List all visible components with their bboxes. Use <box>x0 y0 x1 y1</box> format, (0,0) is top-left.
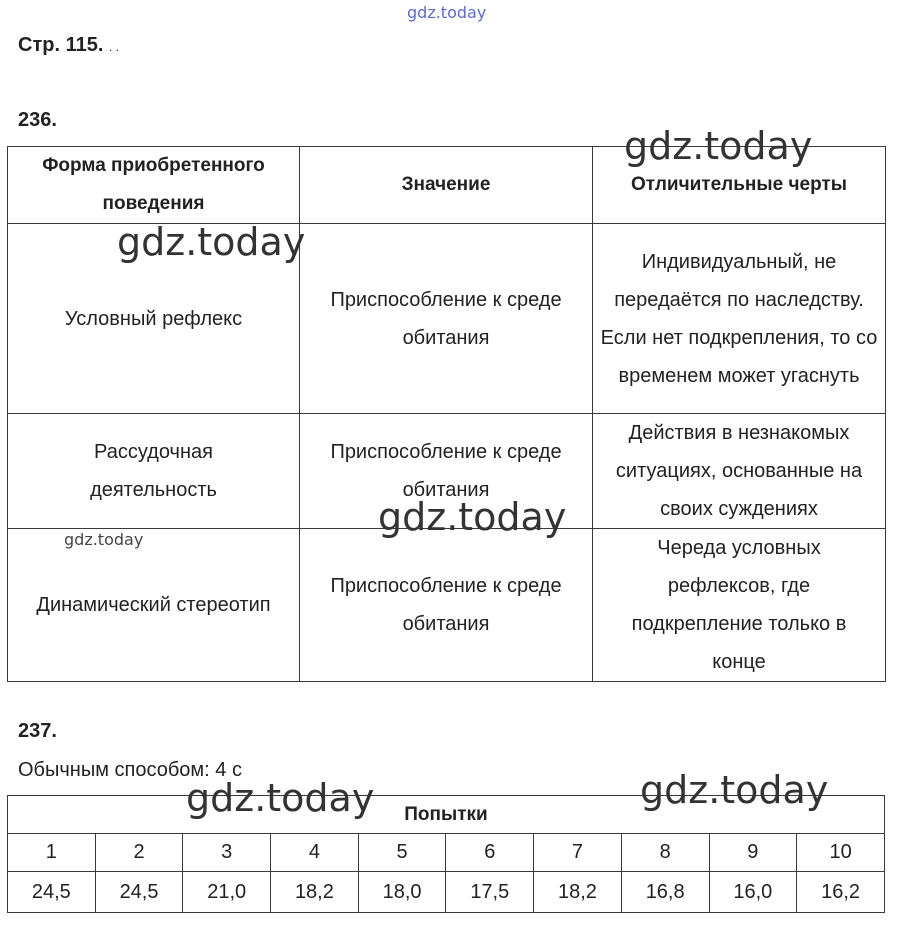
watermark: gdz.today <box>378 495 567 539</box>
attempt-value: 24,5 <box>8 872 96 913</box>
task-236-number: 236. <box>18 109 57 131</box>
header-meaning: Значение <box>300 147 593 224</box>
row-features: Действия в незнакомых ситуациях, основанные на своих суждениях <box>593 414 886 529</box>
header-features: Отличительные черты <box>593 147 886 224</box>
attempt-value: 17,5 <box>446 872 534 913</box>
attempt-number: 7 <box>534 834 622 872</box>
header-attempts: Попытки <box>8 796 885 834</box>
attempt-value: 16,8 <box>621 872 709 913</box>
watermark: gdz.today <box>186 776 375 820</box>
attempt-number: 5 <box>358 834 446 872</box>
page-label-text: Стр. 115. <box>18 34 104 56</box>
row-meaning: Приспособление к среде обитания <box>300 224 593 414</box>
page-label-dots: . . <box>108 40 119 54</box>
row-features: Индивидуальный, не передаётся по наследству. Если нет подкрепления, то со временем может угаснуть <box>593 224 886 414</box>
values-row <box>8 872 885 913</box>
attempt-value: 18,0 <box>358 872 446 913</box>
row-form: Условный рефлекс <box>8 224 300 414</box>
attempt-number: 2 <box>95 834 183 872</box>
attempt-number: 1 <box>8 834 96 872</box>
attempt-value: 18,2 <box>271 872 359 913</box>
watermark: gdz.today <box>64 530 144 549</box>
attempt-value: 18,2 <box>534 872 622 913</box>
attempt-number: 8 <box>621 834 709 872</box>
table-row <box>8 529 886 682</box>
watermark: gdz.today <box>624 124 813 168</box>
row-meaning: Приспособление к среде обитания <box>300 529 593 682</box>
attempt-number: 6 <box>446 834 534 872</box>
watermark: gdz.today <box>117 220 306 264</box>
attempt-number: 9 <box>709 834 797 872</box>
watermark-top: gdz.today <box>407 3 487 22</box>
watermark: gdz.today <box>640 768 829 812</box>
attempt-value: 16,2 <box>797 872 885 913</box>
task-237-table <box>7 795 885 913</box>
attempt-value: 16,0 <box>709 872 797 913</box>
attempt-number: 4 <box>271 834 359 872</box>
row-form: Динамический стереотип <box>8 529 300 682</box>
attempt-number: 3 <box>183 834 271 872</box>
attempts-row <box>8 834 885 872</box>
row-features: Череда условных рефлексов, где подкрепление только в конце <box>593 529 886 682</box>
attempt-value: 24,5 <box>95 872 183 913</box>
page-label <box>18 34 119 57</box>
header-form: Форма приобретенного поведения <box>8 147 300 224</box>
row-meaning: Приспособление к среде обитания <box>300 414 593 529</box>
row-form: Рассудочная деятельность <box>8 414 300 529</box>
attempt-value: 21,0 <box>183 872 271 913</box>
task-237-number: 237. <box>18 720 57 742</box>
attempt-number: 10 <box>797 834 885 872</box>
task-237-usual: Обычным способом: 4 с <box>18 759 242 781</box>
